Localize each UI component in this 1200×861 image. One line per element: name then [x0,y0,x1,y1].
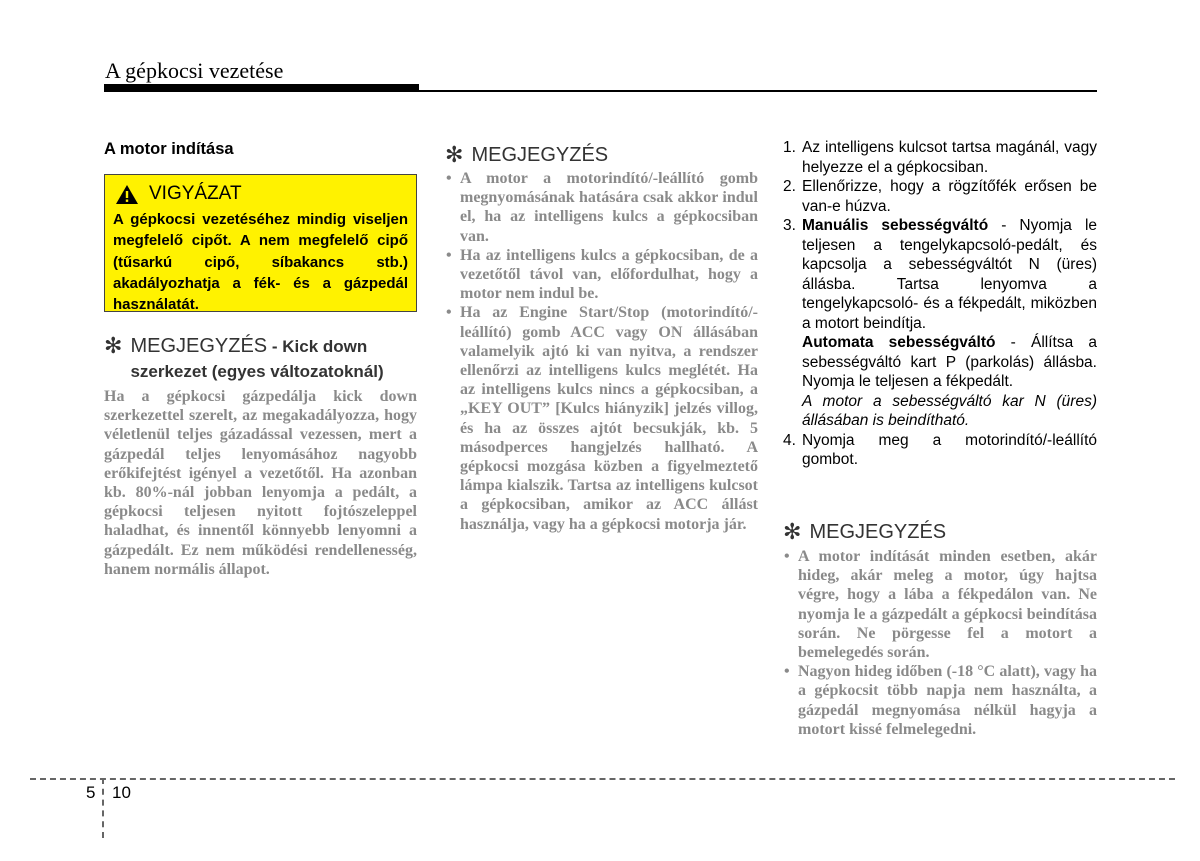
step-number: 4. [783,431,796,449]
kickdown-note [104,334,417,579]
step-number: 2. [783,178,796,195]
note-list [445,169,758,534]
step-number: 3. [783,217,796,234]
step-text: Ellenőrizze, hogy a rögzítőfék erősen be van-e húzva. [802,178,1097,215]
caution-header [115,183,408,205]
note-label: MEGJEGYZÉS [809,521,947,543]
asterisk-icon: ✻ [104,333,123,358]
asterisk-icon: ✻ [783,519,802,544]
footer-divider [102,778,104,838]
header-rule [104,90,1097,92]
note-heading [783,520,1097,544]
step-text: Az intelligens kulcsot tartsa magánál, vagy helyezze el a gépkocsiban. [802,139,1097,176]
step-text: Nyomja meg a motorindító/-leállító gombot. [802,431,1097,468]
step-text: - Nyomja le teljesen a tengelykapcsoló-pedált, és kapcsolja a sebességváltót N (üres) állásba. Tartsa lenyomva a tengelykapcsoló- és a fékpedált, miközben a motort beindítja. [802,217,1098,332]
step-text: - Állítsa a sebességváltó kart P (parkolás) állásba. Nyomja le teljesen a fékpedált. [802,334,1097,390]
note-label: MEGJEGYZÉS [471,144,609,166]
warning-triangle-icon [115,184,139,205]
note-text: Ha a gépkocsi gázpedálja kick down szerkezettel szerelt, az megakadályozza, hogy véletlenül teljes gázadással vezessen, mert a gázpedál teljes lenyomásához nagyobb erőkifejtést igényel a vezetőtől. Ha azonban kb. 80%-nál jobban lenyomja a pedált, a gépkocsi teljesen nyitott fojtószeleppel haladhat, és innentől könnyebb lenyomni a gázpedált. Ez nem működési rendellenesség, hanem normális állapot. [104,388,417,578]
step-item [783,177,1097,216]
list-item: • Nagyon hideg időben (-18 °C alatt), vagy ha a gépkocsit több napja nem használta, a gázpedál megnyomása nélkül hagyja a motort kissé felmelegedni. [783,662,1097,739]
list-item: • A motor a motorindító/-leállító gomb megnyomásának hatására csak akkor indul el, ha az intelligens kulcs a gépkocsiban van. [445,169,758,246]
header-title: A gépkocsi vezetése [105,58,284,83]
list-item: • Ha az Engine Start/Stop (motorindító/-leállító) gomb ACC vagy ON állásában valamelyik ajtó ki van nyitva, a rendszer ellenőrzi az intelligens kulcs meglétét. Ha az intelligens kulcs nincs a gépkocsiban, a „KEY OUT” [Kulcs hiányzik] jelzés villog, és ha az összes ajtót becsukják, kb. 5 másodperces hangjelzés hallható. A gépkocsi mozgása közben a figyelmeztető lámpa kialszik. Tartsa az intelligens kulcsot a gépkocsiban, amikor az ACC állást használja, vagy ha a gépkocsi motorja jár. [445,303,758,533]
step-italic-note: A motor a sebességváltó kar N (üres) állásában is beindítható. [802,392,1097,429]
caution-box [104,174,417,312]
step-item [783,216,1097,431]
list-item: • A motor indítását minden esetben, akár hideg, akár meleg a motor, úgy hajtsa végre, hogy a lába a fékpedálon van. Ne nyomja le a gázpedált a gépkocsi beindítása során. Ne pörgesse fel a motort a bemelegedés során. [783,547,1097,662]
note-subtitle: - Kick down szerkezet (egyes változatoknál) [130,337,384,381]
caution-text: A gépkocsi vezetéséhez mindig viseljen megfelelő cipőt. A nem megfelelő cipő (tűsarkú cipő, síbakancs stb.) akadályozhatja a fék- és a gázpedál használatát. [113,211,408,314]
step-item [783,138,1097,177]
section-title: A motor indítása [104,140,234,158]
list-item: • Ha az intelligens kulcs a gépkocsiban, de a vezetőtől távol van, előfordulhat, hogy a motor nem indul be. [445,246,758,304]
start-tips-note [783,520,1097,739]
note-label: MEGJEGYZÉS [130,335,268,357]
page-number: 10 [112,783,131,802]
manual-transmission-label: Manuális sebességváltó [802,217,989,234]
start-note [445,143,758,534]
note-heading [104,334,417,384]
note-list [783,547,1097,739]
asterisk-icon: ✻ [445,142,464,167]
step-number: 1. [783,139,796,156]
steps-block [783,138,1097,470]
steps-list [783,138,1097,470]
note-heading [445,143,758,167]
chapter-number: 5 [86,783,96,802]
step-item [783,431,1097,470]
automatic-transmission-label: Automata sebességváltó [802,334,996,351]
footer-rule [30,778,1175,780]
caution-label: VIGYÁZAT [149,183,242,204]
